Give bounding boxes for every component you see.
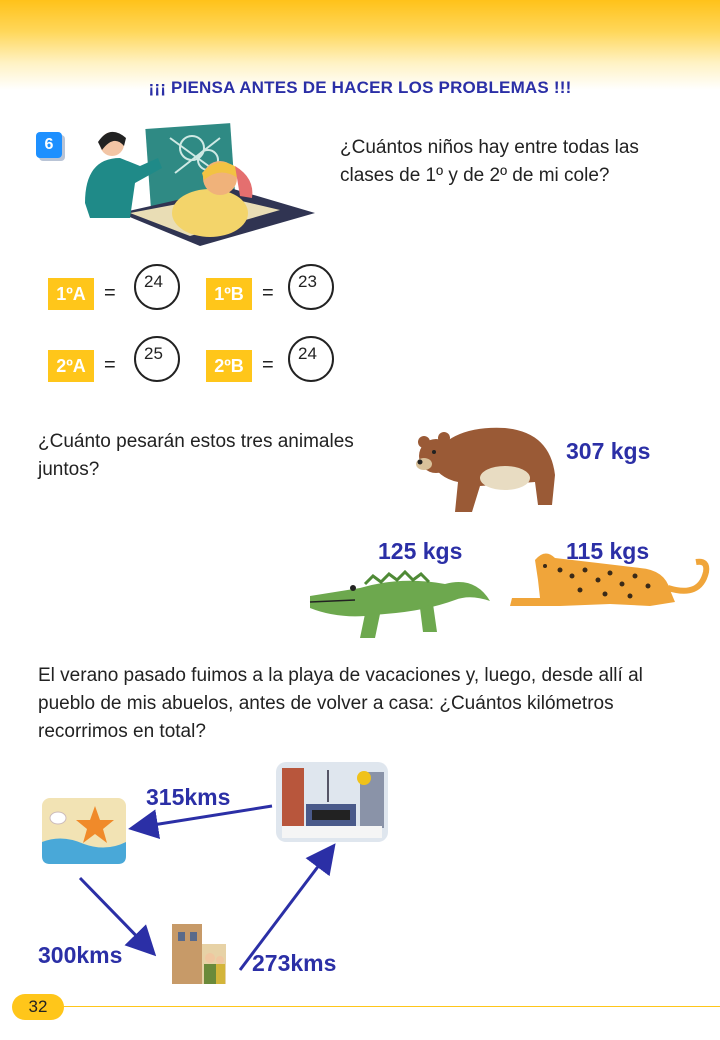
equals-sign: = bbox=[262, 282, 274, 304]
distance-village-city: 273kms bbox=[252, 950, 337, 976]
exercise-number-badge: 6 bbox=[36, 132, 62, 158]
crocodile-weight: 125 kgs bbox=[378, 538, 463, 564]
page-header-title: ¡¡¡ PIENSA ANTES DE HACER LOS PROBLEMAS !!! bbox=[148, 78, 572, 97]
equals-sign: = bbox=[262, 354, 274, 376]
footer-rule bbox=[58, 1006, 720, 1007]
answer-circle-1a: 24 bbox=[134, 264, 180, 310]
class-label-2a: 2ºA bbox=[48, 350, 94, 382]
answer-circle-2a: 25 bbox=[134, 336, 180, 382]
page-number: 32 bbox=[12, 994, 64, 1020]
distance-city-beach: 315kms bbox=[146, 784, 231, 810]
arrow-beach-to-village bbox=[80, 878, 152, 952]
class-label-2b: 2ºB bbox=[206, 350, 252, 382]
leopard-weight: 115 kgs bbox=[566, 538, 650, 564]
class-label-1a: 1ºA bbox=[48, 278, 94, 310]
question-trip-distance: El verano pasado fuimos a la playa de vacaciones y, luego, desde allí al pueblo de mis abuelos, antes de volver a casa: ¿Cuántos kilómetros recorrimos en total? bbox=[38, 665, 643, 742]
question-children-count: ¿Cuántos niños hay entre todas las clases de 1º y de 2º de mi cole? bbox=[340, 137, 639, 186]
equals-sign: = bbox=[104, 282, 116, 304]
question-animal-weight: ¿Cuánto pesarán estos tres animales juntos? bbox=[38, 431, 354, 480]
answer-circle-2b: 24 bbox=[288, 336, 334, 382]
distance-beach-village: 300kms bbox=[38, 942, 123, 968]
class-label-1b: 1ºB bbox=[206, 278, 252, 310]
bear-weight: 307 kgs bbox=[566, 438, 651, 464]
equals-sign: = bbox=[104, 354, 116, 376]
answer-circle-1b: 23 bbox=[288, 264, 334, 310]
